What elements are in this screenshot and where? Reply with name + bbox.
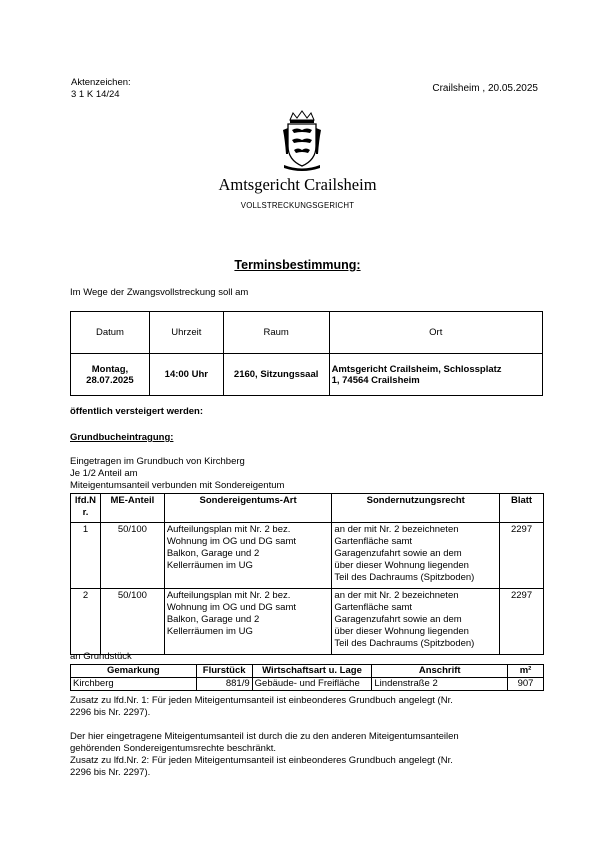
flur-flurstueck: 881/9 — [196, 678, 252, 691]
flur-gemarkung: Kirchberg — [71, 678, 197, 691]
termin-datum-weekday: Montag, — [91, 363, 129, 375]
termin-datum-date: 28.07.2025 — [86, 374, 134, 386]
paragraph-line1: Der hier eingetragene Miteigentumsanteil ist durch die zu den anderen Miteigentumsanteilen — [70, 731, 459, 742]
flur-flaeche: 907 — [508, 678, 544, 691]
me-art — [164, 523, 332, 589]
miteigentum-table — [70, 493, 544, 655]
me-recht-line: Garagenzufahrt sowie an dem — [334, 548, 462, 559]
me-header-lfdnr-line1: lfd.N — [74, 495, 97, 506]
flur-header-flaeche: m² — [508, 665, 544, 678]
me-art-line: Balkon, Garage und 2 — [166, 614, 260, 625]
grundbuch-line: Je 1/2 Anteil am — [70, 468, 138, 479]
me-art-line: Wohnung im OG und DG samt — [166, 536, 296, 547]
me-art-line: Aufteilungsplan mit Nr. 2 bez. — [166, 590, 291, 601]
me-recht-line: Gartenfläche samt — [334, 602, 413, 613]
me-header-art: Sondereigentums-Art — [164, 494, 332, 523]
me-header-blatt: Blatt — [500, 494, 544, 523]
me-recht-line: Garagenzufahrt sowie an dem — [334, 614, 462, 625]
me-header-recht: Sondernutzungsrecht — [332, 494, 500, 523]
paragraph-line2: gehörenden Sondereigentumsrechte beschränkt. — [70, 743, 276, 754]
me-recht-line: Teil des Dachraums (Spitzboden) — [334, 638, 475, 649]
me-header-lfdnr — [71, 494, 101, 523]
me-blatt: 2297 — [500, 589, 544, 655]
me-recht-line: über dieser Wohnung liegenden — [334, 560, 469, 571]
termin-ort-line2: 1, 74564 Crailsheim — [331, 374, 420, 386]
flur-header-anschrift: Anschrift — [372, 665, 508, 678]
court-name: Amtsgericht Crailsheim — [218, 175, 377, 194]
termin-value-row — [71, 354, 543, 396]
aktenzeichen-value: 3 1 K 14/24 — [71, 89, 120, 100]
court-department: VOLLSTRECKUNGSGERICHT — [240, 201, 355, 210]
table-row — [71, 523, 544, 589]
termin-header-row — [71, 312, 543, 354]
aktenzeichen-block — [71, 77, 131, 101]
grundbuch-line: Eingetragen im Grundbuch von Kirchberg — [70, 456, 245, 467]
me-recht-line: Teil des Dachraums (Spitzboden) — [334, 572, 475, 583]
termin-table — [70, 311, 543, 396]
me-anteil: 50/100 — [100, 523, 164, 589]
zusatz-2-line1: Zusatz zu lfd.Nr. 2: Für jeden Miteigentumsanteil ist einbeonderes Grundbuch angelegt (Nr. — [70, 755, 453, 766]
table-row — [71, 589, 544, 655]
me-recht-line: Gartenfläche samt — [334, 536, 413, 547]
me-recht — [332, 523, 500, 589]
termin-ort-line1: Amtsgericht Crailsheim, Schlossplatz — [331, 363, 502, 375]
termin-raum: 2160, Sitzungssaal — [223, 354, 329, 396]
versteigert-text: öffentlich versteigert werden: — [70, 406, 204, 417]
flurstueck-table — [70, 664, 544, 691]
me-recht — [332, 589, 500, 655]
me-nr: 1 — [71, 523, 101, 589]
me-nr: 2 — [71, 589, 101, 655]
flur-header-flurstueck: Flurstück — [196, 665, 252, 678]
aktenzeichen-label: Aktenzeichen: — [71, 77, 131, 88]
termin-header-ort: Ort — [329, 312, 542, 354]
flur-header-gemarkung: Gemarkung — [71, 665, 197, 678]
zusatz-2-line2: 2296 bis Nr. 2297). — [70, 767, 151, 778]
me-header-row — [71, 494, 544, 523]
grundbuch-lines — [70, 456, 284, 492]
me-blatt: 2297 — [500, 523, 544, 589]
flur-header-row — [71, 665, 544, 678]
me-art-line: Balkon, Garage und 2 — [166, 548, 260, 559]
place-date: Crailsheim , 20.05.2025 — [432, 83, 538, 94]
flur-header-wirtschaftsart: Wirtschaftsart u. Lage — [252, 665, 372, 678]
me-anteil: 50/100 — [100, 589, 164, 655]
me-header-lfdnr-line2: r. — [82, 507, 89, 518]
zusatz-block — [70, 695, 550, 779]
termin-ort — [329, 354, 542, 396]
me-art-line: Kellerräumen im UG — [166, 626, 253, 637]
zusatz-1-line2: 2296 bis Nr. 2297). — [70, 707, 151, 718]
me-art — [164, 589, 332, 655]
coat-of-arms-icon — [282, 110, 322, 172]
table-row — [71, 678, 544, 691]
intro-text: Im Wege der Zwangsvollstreckung soll am — [70, 287, 249, 298]
page-title: Terminsbestimmung: — [234, 258, 361, 272]
me-recht-line: an der mit Nr. 2 bezeichneten — [334, 524, 459, 535]
grundbuch-heading: Grundbucheintragung: — [70, 432, 174, 443]
me-art-line: Aufteilungsplan mit Nr. 2 bez. — [166, 524, 291, 535]
grundbuch-line: Miteigentumsanteil verbunden mit Sondereigentum — [70, 480, 285, 491]
termin-header-uhrzeit: Uhrzeit — [149, 312, 223, 354]
termin-header-datum: Datum — [71, 312, 150, 354]
me-art-line: Kellerräumen im UG — [166, 560, 253, 571]
me-recht-line: an der mit Nr. 2 bezeichneten — [334, 590, 459, 601]
termin-datum — [71, 354, 150, 396]
me-recht-line: über dieser Wohnung liegenden — [334, 626, 469, 637]
an-grundstueck-label: an Grundstück — [70, 651, 132, 662]
flur-wirtschaftsart: Gebäude- und Freifläche — [252, 678, 372, 691]
termin-header-raum: Raum — [223, 312, 329, 354]
spacer — [70, 719, 550, 731]
me-art-line: Wohnung im OG und DG samt — [166, 602, 296, 613]
zusatz-1-line1: Zusatz zu lfd.Nr. 1: Für jeden Miteigentumsanteil ist einbeonderes Grundbuch angelegt (Nr. — [70, 695, 453, 706]
termin-uhrzeit: 14:00 Uhr — [149, 354, 223, 396]
me-header-anteil: ME-Anteil — [100, 494, 164, 523]
flur-anschrift: Lindenstraße 2 — [372, 678, 508, 691]
